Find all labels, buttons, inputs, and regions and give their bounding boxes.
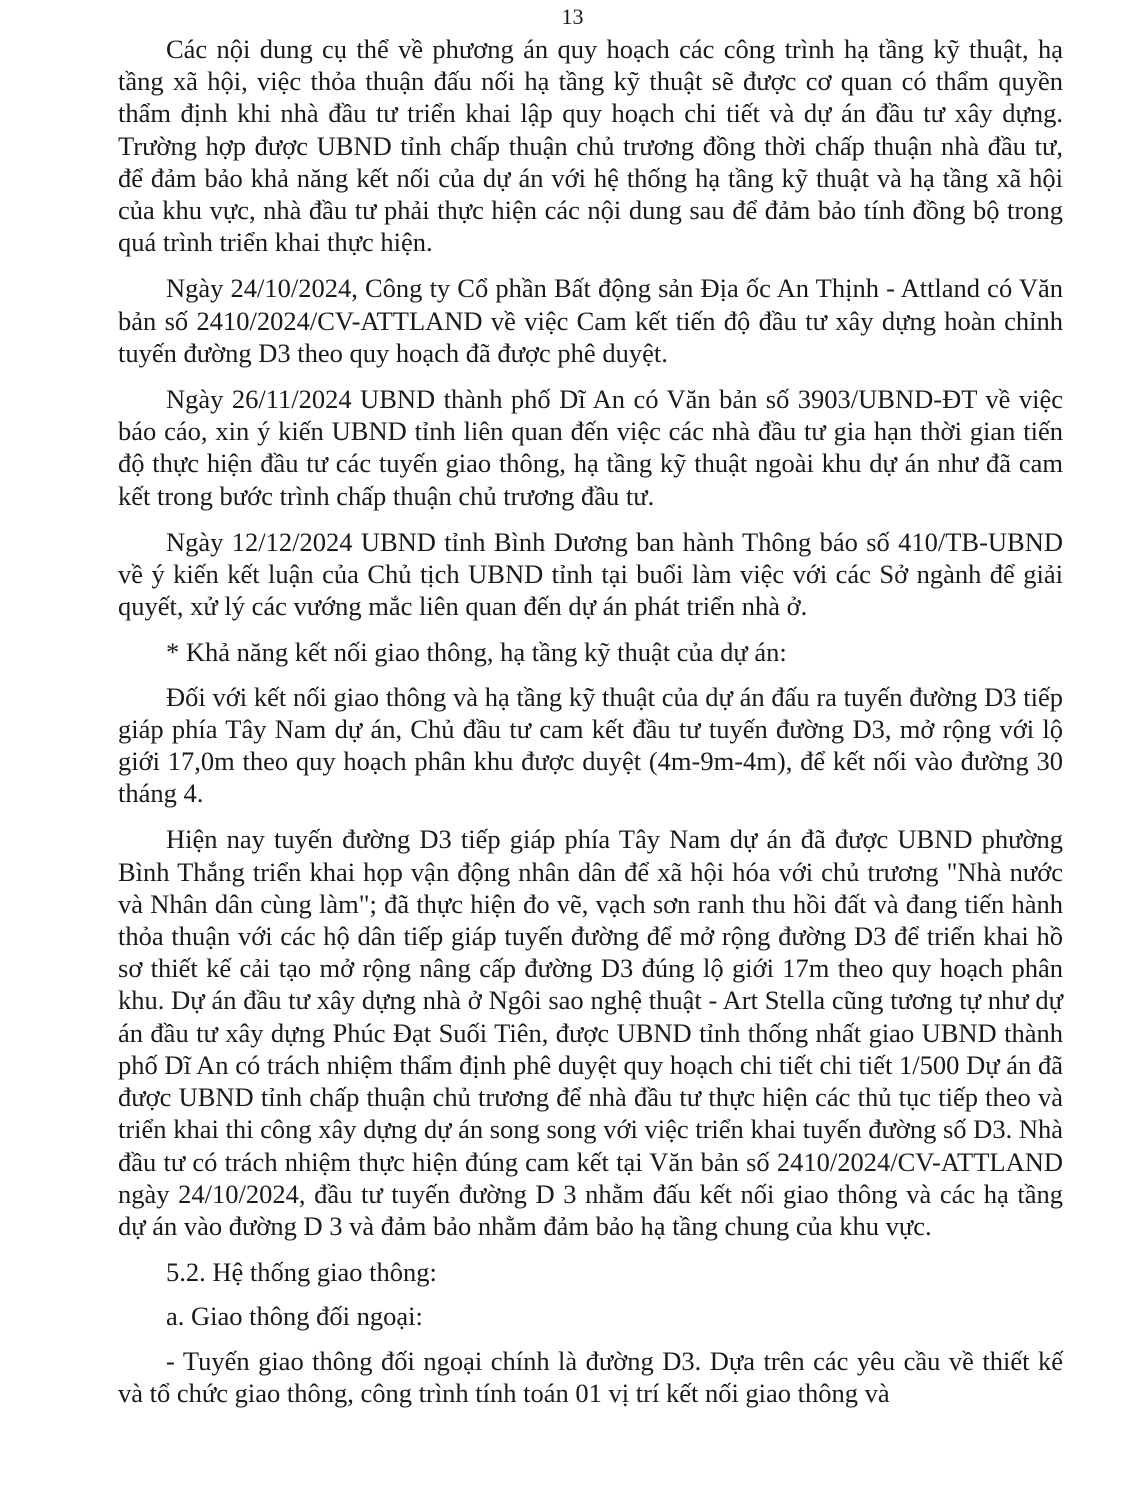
- document-body: [118, 33, 1063, 1423]
- paragraph-planning-content: Các nội dung cụ thể về phương án quy hoạch các công trình hạ tầng kỹ thuật, hạ tầng xã hội, việc thỏa thuận đấu nối hạ tầng kỹ thuật sẽ được cơ quan có thẩm quyền thẩm định khi nhà đầu tư triển khai lập quy hoạch chi tiết và dự án đầu tư xây dựng. Trường hợp được UBND tỉnh chấp thuận chủ trương đồng thời chấp thuận nhà đầu tư, để đảm bảo khả năng kết nối của dự án với hệ thống hạ tầng kỹ thuật và hạ tầng xã hội của khu vực, nhà đầu tư phải thực hiện các nội dung sau để đảm bảo tính đồng bộ trong quá trình triển khai thực hiện.: [118, 34, 1063, 258]
- section-heading-transport-system: 5.2. Hệ thống giao thông:: [166, 1257, 437, 1288]
- paragraph-di-an-report: Ngày 26/11/2024 UBND thành phố Dĩ An có Văn bản số 3903/UBND-ĐT về việc báo cáo, xin ý kiến UBND tỉnh liên quan đến việc các nhà đầu tư gia hạn thời gian tiến độ thực hiện đầu tư các tuyến giao thông, hạ tầng kỹ thuật ngoài khu dự án như đã cam kết trong bước trình chấp thuận chủ trương đầu tư.: [118, 384, 1063, 511]
- paragraph-external-transport-route: - Tuyến giao thông đối ngoại chính là đường D3. Dựa trên các yêu cầu về thiết kế và tổ chức giao thông, công trình tính toán 01 vị trí kết nối giao thông và: [118, 1345, 1063, 1408]
- section-heading-connectivity: * Khả năng kết nối giao thông, hạ tầng kỹ thuật của dự án:: [166, 637, 787, 668]
- subsection-heading-external-transport: a. Giao thông đối ngoại:: [166, 1301, 423, 1332]
- paragraph-d3-current-status: Hiện nay tuyến đường D3 tiếp giáp phía Tây Nam dự án đã được UBND phường Bình Thắng triển khai họp vận động nhân dân để xã hội hóa với chủ trương "Nhà nước và Nhân dân cùng làm"; đã thực hiện đo vẽ, vạch sơn ranh thu hồi đất và đang tiến hành thỏa thuận với các hộ dân tiếp giáp tuyến đường để mở rộng đường D3 để triển khai hồ sơ thiết kế cải tạo mở rộng nâng cấp đường D3 đúng lộ giới 17m theo quy hoạch phân khu. Dự án đầu tư xây dựng nhà ở Ngôi sao nghệ thuật - Art Stella cũng tương tự như dự án đầu tư xây dựng Phúc Đạt Suối Tiên, được UBND tỉnh thống nhất giao UBND thành phố Dĩ An có trách nhiệm thẩm định phê duyệt quy hoạch chi tiết chi tiết 1/500 Dự án đã được UBND tỉnh chấp thuận chủ trương để nhà đầu tư thực hiện các thủ tục tiếp theo và triển khai thi công xây dựng dự án song song với việc triển khai tuyến đường số D3. Nhà đầu tư có trách nhiệm thực hiện đúng cam kết tại Văn bản số 2410/2024/CV-ATTLAND ngày 24/10/2024, đầu tư tuyến đường D 3 nhằm đấu kết nối giao thông và các hạ tầng dự án vào đường D 3 và đảm bảo nhằm đảm bảo hạ tầng chung của khu vực.: [118, 824, 1063, 1241]
- paragraph-attland-commitment: Ngày 24/10/2024, Công ty Cổ phần Bất động sản Địa ốc An Thịnh - Attland có Văn bản số 2410/2024/CV-ATTLAND về việc Cam kết tiến độ đầu tư xây dựng hoàn chỉnh tuyến đường D3 theo quy hoạch đã được phê duyệt.: [118, 273, 1063, 368]
- paragraph-d3-connection: Đối với kết nối giao thông và hạ tầng kỹ thuật của dự án đấu ra tuyến đường D3 tiếp giáp phía Tây Nam dự án, Chủ đầu tư cam kết đầu tư tuyến đường D3, mở rộng với lộ giới 17,0m theo quy hoạch phân khu được duyệt (4m-9m-4m), để kết nối vào đường 30 tháng 4.: [118, 681, 1063, 809]
- paragraph-binh-duong-notice: Ngày 12/12/2024 UBND tỉnh Bình Dương ban hành Thông báo số 410/TB-UBND về ý kiến kết luận của Chủ tịch UBND tỉnh tại buổi làm việc với các Sở ngành để giải quyết, xử lý các vướng mắc liên quan đến dự án phát triển nhà ở.: [118, 526, 1063, 622]
- page-number: 13: [561, 4, 584, 29]
